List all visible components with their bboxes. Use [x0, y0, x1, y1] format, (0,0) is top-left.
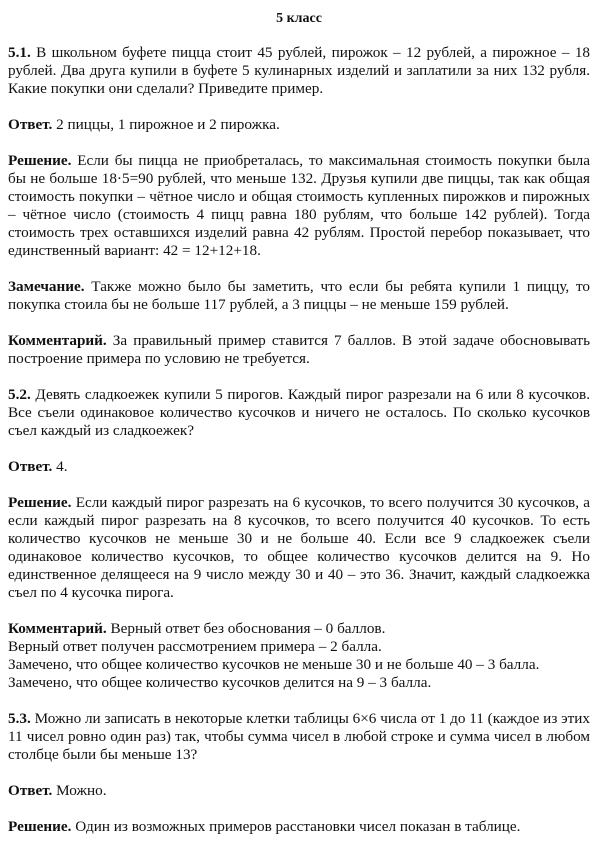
- solution-text: Если бы пицца не приобреталась, то максимальная стоимость покупки была бы не больше 18·5=90 рублей, что меньше 132. Друзья купили две пиццы, так как общая стоимость покупки – чётное число и общая стоимость купленных пирожков и пирожных – чётное число (стоимость 4 пицц равна 180 рублям, что больше 142 рублей). Тогда стоимость трех оставшихся изделий равна 42 рублям. Простой перебор показывает, что единственный вариант: 42 = 12+12+18.: [8, 152, 590, 259]
- problem-number: 5.1.: [8, 44, 31, 61]
- problem-number: 5.2.: [8, 386, 31, 403]
- problem-5-2-answer: [8, 458, 590, 476]
- problem-5-3-answer: [8, 782, 590, 800]
- remark-text: Также можно было бы заметить, что если бы ребята купили 1 пиццу, то покупка стоила бы не больше 117 рублей, а 3 пиццы – не меньше 159 рублей.: [8, 278, 591, 313]
- problem-5-2-comment-line-4: Замечено, что общее количество кусочков делится на 9 – 3 балла.: [8, 674, 432, 691]
- problem-5-3-statement: [8, 710, 590, 764]
- problem-5-1-statement: [8, 44, 590, 98]
- problem-number: 5.3.: [8, 710, 31, 727]
- problem-5-2-comment-line-3: Замечено, что общее количество кусочков не меньше 30 и не больше 40 – 3 балла.: [8, 656, 540, 673]
- solution-label: Решение.: [8, 818, 72, 835]
- comment-line: Верный ответ без обоснования – 0 баллов.: [110, 620, 386, 637]
- problem-5-1-comment: [8, 332, 590, 368]
- comment-label: Комментарий.: [8, 620, 107, 637]
- answer-text: Можно.: [56, 782, 107, 799]
- solution-text: Один из возможных примеров расстановки чисел показан в таблице.: [75, 818, 521, 835]
- problem-5-3-solution: [8, 818, 590, 836]
- comment-label: Комментарий.: [8, 332, 107, 349]
- problem-5-1-solution: [8, 152, 590, 260]
- answer-label: Ответ.: [8, 782, 53, 799]
- problem-5-2-solution: [8, 494, 590, 602]
- problem-text: Можно ли записать в некоторые клетки таблицы 6×6 числа от 1 до 11 (каждое из этих 11 чисел ровно один раз) так, чтобы сумма чисел в любой строке и сумма чисел в любом столбце были бы меньше 13?: [8, 710, 591, 763]
- problem-5-1-remark: [8, 278, 590, 314]
- answer-label: Ответ.: [8, 116, 53, 133]
- problem-5-1-answer: [8, 116, 590, 134]
- problem-5-2-comment-line-2: Верный ответ получен рассмотрением примера – 2 балла.: [8, 638, 382, 655]
- problem-5-2-statement: [8, 386, 590, 440]
- solution-label: Решение.: [8, 152, 72, 169]
- problem-text: Девять сладкоежек купили 5 пирогов. Каждый пирог разрезали на 6 или 8 кусочков. Все съели одинаковое количество кусочков и ничего не осталось. По сколько кусочков съел каждый из сладкоежек?: [8, 386, 591, 439]
- solution-text: Если каждый пирог разрезать на 6 кусочков, то всего получится 30 кусочков, а если каждый пирог разрезать на 8 кусочков, то всего получится 40 кусочков. То есть количество кусочков не меньше 30 и не больше 40. Если все 9 сладкоежек съели одинаковое количество кусочков, то общее количество кусочков делится на 9. Но единственное делящееся на 9 число между 30 и 40 – это 36. Значит, каждый сладкоежка съел по 4 кусочка пирога.: [8, 494, 590, 601]
- problem-5-2-comment: [8, 620, 590, 638]
- answer-text: 4.: [56, 458, 68, 475]
- document-page: [8, 10, 590, 836]
- problem-text: В школьном буфете пицца стоит 45 рублей, пирожок – 12 рублей, а пирожное – 18 рублей. Два друга купили в буфете 5 кулинарных изделий и заплатили за них 132 рубля. Какие покупки они сделали? Приведите пример.: [8, 44, 591, 97]
- answer-label: Ответ.: [8, 458, 53, 475]
- comment-text: За правильный пример ставится 7 баллов. В этой задаче обосновывать построение примера по условию не требуется.: [8, 332, 590, 367]
- remark-label: Замечание.: [8, 278, 85, 295]
- solution-label: Решение.: [8, 494, 72, 511]
- page-title: 5 класс: [276, 11, 322, 26]
- answer-text: 2 пиццы, 1 пирожное и 2 пирожка.: [56, 116, 280, 133]
